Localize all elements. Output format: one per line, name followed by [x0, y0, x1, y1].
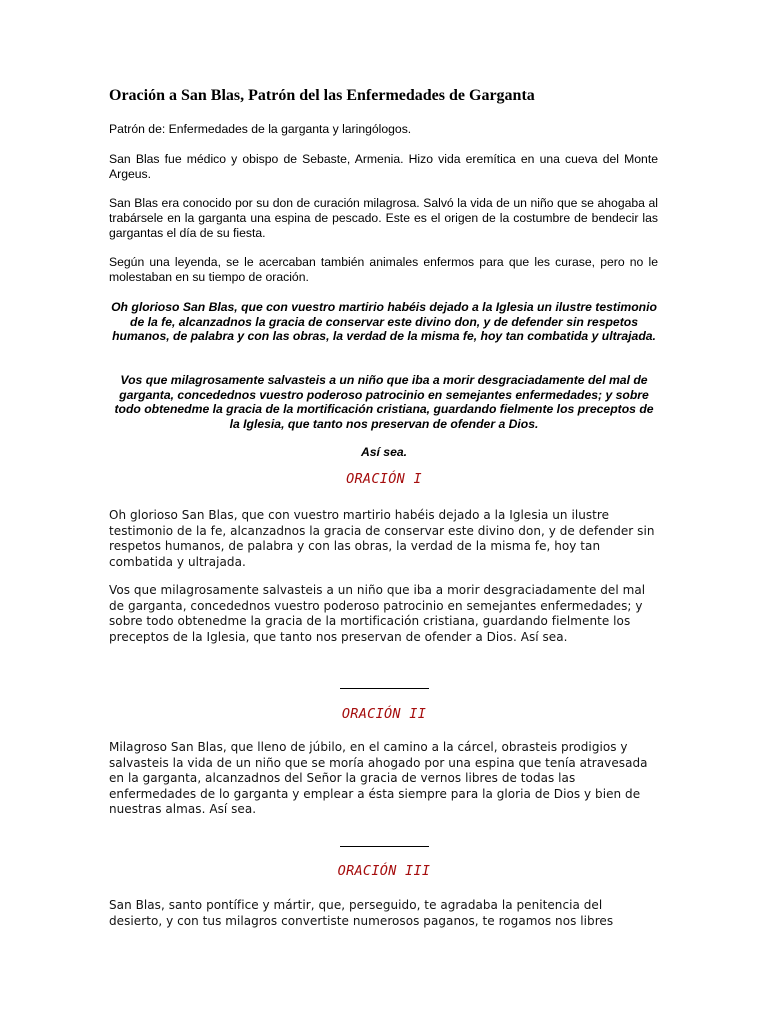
heading-oracion-2: ORACIÓN II [341, 706, 427, 722]
bold-prayer-amen: Así sea. [360, 445, 408, 459]
heading-oracion-1: ORACIÓN I [346, 471, 422, 487]
heading-oracion-3: ORACIÓN III [337, 863, 431, 879]
bold-prayer-paragraph-2: Vos que milagrosamente salvasteis a un niño que iba a morir desgraciadamente del mal de garganta, concedednos vuestro poderoso patrocinio en semejantes enfermedades; y sobre todo obtenedme la gracia de la mortificación cristiana, guardando fielmente los preceptos de la Iglesia, que tanto nos preservan de ofender a Dios. [114, 373, 654, 431]
intro-legend: Según una leyenda, se le acercaban también animales enfermos para que les curase, pero no le molestaban en su tiempo de oración. [109, 255, 658, 284]
oracion-2-paragraph-1: Milagroso San Blas, que lleno de júbilo, en el camino a la cárcel, obrasteis prodigios y salvasteis la vida de un niño que se moría ahogado por una espina que tenía atravesada en la garganta, alcanzadnos del Señor la gracia de vernos libres de todas las enfermedades de lo garganta y emplear a ésta siempre para la gloria de Dios y bien de nuestras almas. Así sea. [109, 740, 648, 817]
bold-prayer-paragraph-1: Oh glorioso San Blas, que con vuestro martirio habéis dejado a la Iglesia un ilustre testimonio de la fe, alcanzadnos la gracia de conservar este divino don, y de defender sin respetos humanos, de palabra y con las obras, la verdad de la misma fe, hoy tan combatida y ultrajada. [111, 300, 657, 343]
oracion-1-paragraph-1: Oh glorioso San Blas, que con vuestro martirio habéis dejado a la Iglesia un ilustre testimonio de la fe, alcanzadnos la gracia de conservar este divino don, y de defender sin respetos humanos, de palabra y con las obras, la verdad de la misma fe, hoy tan combatida y ultrajada. [109, 508, 655, 569]
section-divider [340, 688, 429, 689]
oracion-1-paragraph-2: Vos que milagrosamente salvasteis a un niño que iba a morir desgraciadamente del mal de garganta, concedednos vuestro poderoso patrocinio en semejantes enfermedades; y sobre todo obtenedme la gracia de la mortificación cristiana, guardando fielmente los preceptos de la Iglesia, que tanto nos preservan de ofender a Dios. Así sea. [109, 583, 646, 644]
section-divider [340, 846, 429, 847]
intro-patron: Patrón de: Enfermedades de la garganta y laringólogos. [109, 122, 412, 136]
page-title: Oración a San Blas, Patrón del las Enfermedades de Garganta [109, 87, 535, 104]
oracion-3-paragraph-1: San Blas, santo pontífice y mártir, que, perseguido, te agradaba la penitencia del desierto, y con tus milagros convertiste numerosos paganos, te rogamos nos libres [109, 898, 614, 928]
intro-miracle: San Blas era conocido por su don de curación milagrosa. Salvó la vida de un niño que se ahogaba al trabársele en la garganta una espina de pescado. Este es el origen de la costumbre de bendecir las gargantas el día de su fiesta. [109, 196, 658, 240]
intro-biography: San Blas fue médico y obispo de Sebaste, Armenia. Hizo vida eremítica en una cueva del Monte Argeus. [109, 152, 658, 181]
